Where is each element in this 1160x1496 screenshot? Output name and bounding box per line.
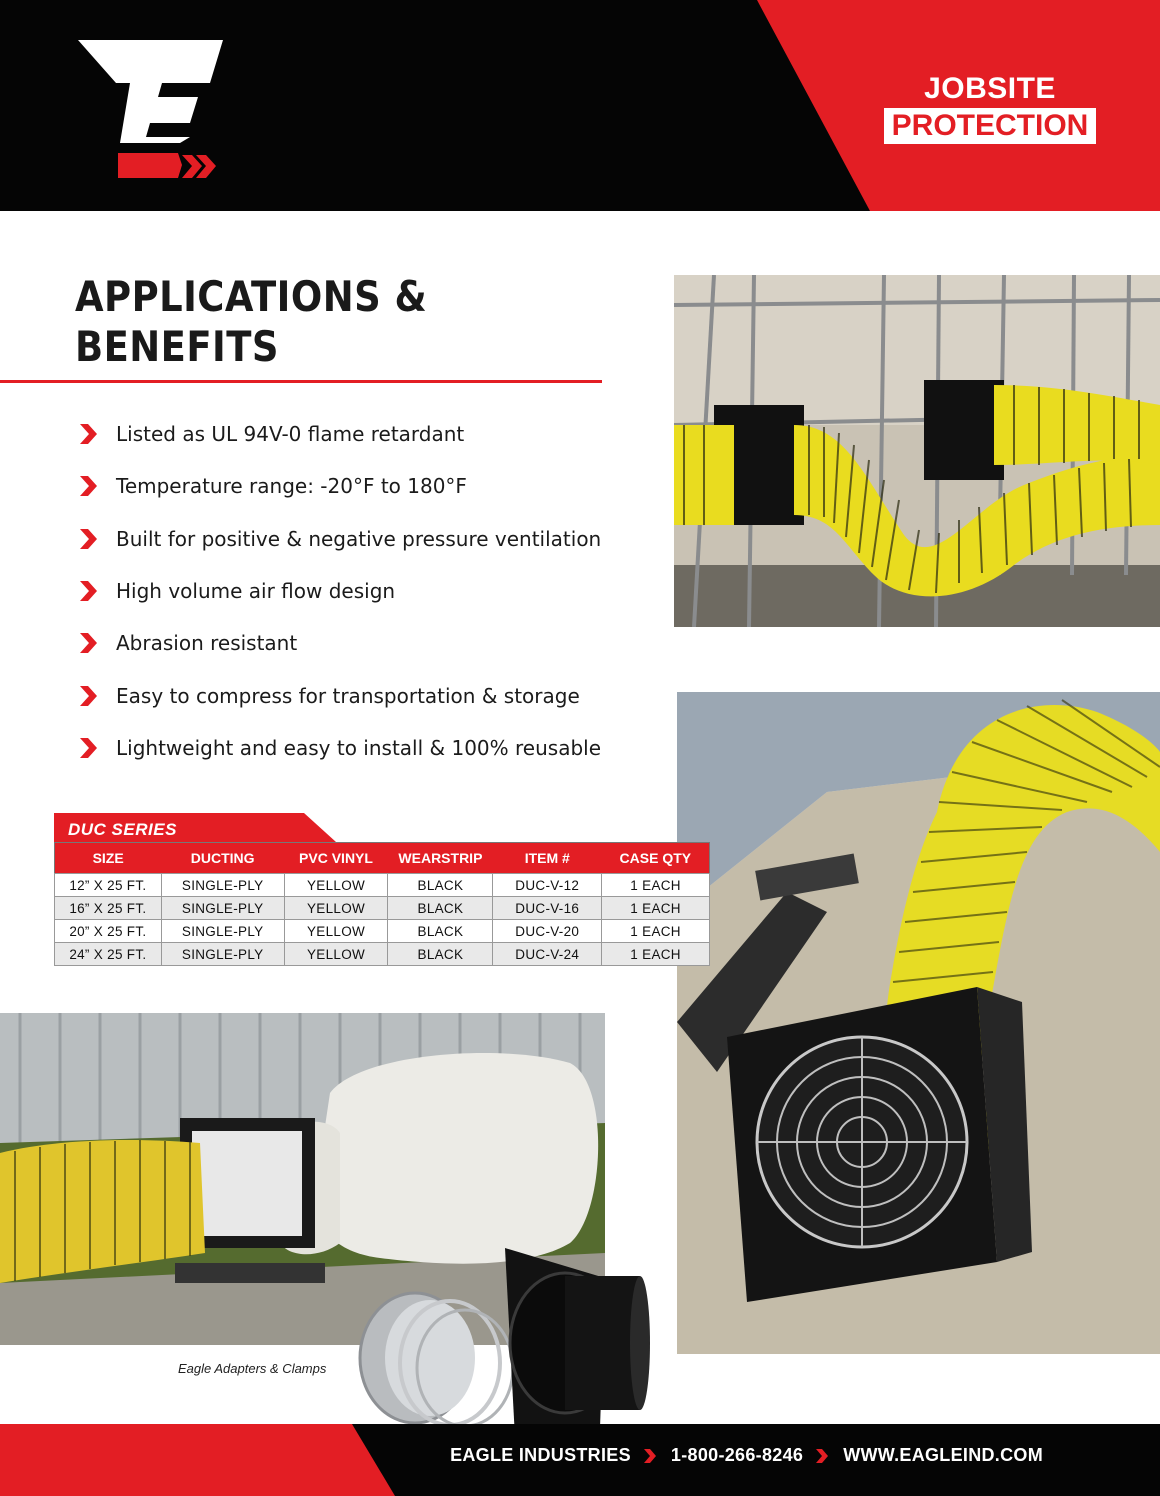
list-item (78, 565, 601, 617)
title-line1: APPLICATIONS & (75, 272, 428, 321)
column-header: ITEM # (493, 843, 602, 874)
table-cell: YELLOW (284, 897, 388, 920)
column-header: SIZE (55, 843, 162, 874)
table-cell: DUC-V-12 (493, 874, 602, 897)
table-row (55, 943, 710, 966)
table-cell: BLACK (388, 874, 493, 897)
list-item (78, 460, 601, 512)
chevron-right-icon (78, 632, 98, 654)
benefits-list (78, 408, 601, 774)
column-header: CASE QTY (602, 843, 710, 874)
table-cell: BLACK (388, 943, 493, 966)
title-divider (0, 380, 602, 383)
series-title: DUC SERIES (68, 820, 177, 839)
table-cell: BLACK (388, 920, 493, 943)
table-cell: YELLOW (284, 943, 388, 966)
chevron-right-icon (78, 685, 98, 707)
title-line2: BENEFITS (75, 322, 279, 371)
table-cell: DUC-V-20 (493, 920, 602, 943)
benefit-text: Built for positive & negative pressure ventilation (116, 526, 602, 551)
badge-line1: JOBSITE (924, 72, 1056, 105)
table-cell: SINGLE-PLY (161, 920, 284, 943)
chevron-right-icon (78, 423, 98, 445)
table-row (55, 874, 710, 897)
adapters-caption: Eagle Adapters & Clamps (178, 1361, 327, 1376)
benefit-text: Abrasion resistant (116, 631, 298, 656)
table-cell: SINGLE-PLY (161, 897, 284, 920)
column-header: PVC VINYL (284, 843, 388, 874)
table-cell: YELLOW (284, 920, 388, 943)
table-cell: 1 EACH (602, 943, 710, 966)
benefit-text: Easy to compress for transportation & storage (116, 683, 580, 708)
list-item (78, 722, 601, 774)
page-header (0, 0, 1160, 211)
chevron-right-icon (78, 475, 98, 497)
eagle-e-logo-icon (70, 35, 240, 185)
table-cell: 16” X 25 FT. (55, 897, 162, 920)
benefit-text: Temperature range: -20°F to 180°F (116, 474, 467, 499)
badge-line2: PROTECTION (884, 108, 1097, 144)
column-header: WEARSTRIP (388, 843, 493, 874)
table-cell: 20” X 25 FT. (55, 920, 162, 943)
table-cell: YELLOW (284, 874, 388, 897)
table-row (55, 920, 710, 943)
column-header: DUCTING (161, 843, 284, 874)
photo-ducts-scaffolding (674, 275, 1160, 627)
photo-fan-duct-dock (677, 692, 1160, 1354)
table-cell: 1 EACH (602, 874, 710, 897)
table-cell: 12” X 25 FT. (55, 874, 162, 897)
table-row (55, 897, 710, 920)
benefit-text: Listed as UL 94V-0 flame retardant (116, 422, 465, 447)
table-cell: 1 EACH (602, 897, 710, 920)
chevron-right-icon (78, 528, 98, 550)
footer-phone[interactable]: 1-800-266-8246 (670, 1445, 804, 1465)
table-cell: SINGLE-PLY (161, 943, 284, 966)
footer-website-link[interactable]: WWW.EAGLEIND.COM (843, 1445, 1043, 1465)
table-cell: DUC-V-16 (493, 897, 602, 920)
footer-company: EAGLE INDUSTRIES (450, 1445, 631, 1465)
benefit-text: High volume air flow design (116, 579, 396, 604)
chevron-right-icon (643, 1448, 657, 1464)
chevron-right-icon (815, 1448, 829, 1464)
photo-adapters-clamps (355, 1238, 650, 1448)
list-item (78, 617, 601, 669)
spec-table (54, 842, 710, 966)
page-footer (0, 1424, 1160, 1496)
list-item (78, 408, 601, 460)
footer-contact (450, 1445, 1043, 1466)
list-item (78, 513, 601, 565)
jobsite-protection-badge (870, 72, 1110, 144)
table-cell: 1 EACH (602, 920, 710, 943)
chevron-right-icon (78, 580, 98, 602)
chevron-right-icon (78, 737, 98, 759)
table-cell: 24” X 25 FT. (55, 943, 162, 966)
page-title (75, 272, 427, 372)
table-header-row (55, 843, 710, 874)
benefit-text: Lightweight and easy to install & 100% reusable (116, 735, 601, 760)
list-item (78, 669, 601, 721)
table-cell: DUC-V-24 (493, 943, 602, 966)
table-cell: BLACK (388, 897, 493, 920)
table-cell: SINGLE-PLY (161, 874, 284, 897)
